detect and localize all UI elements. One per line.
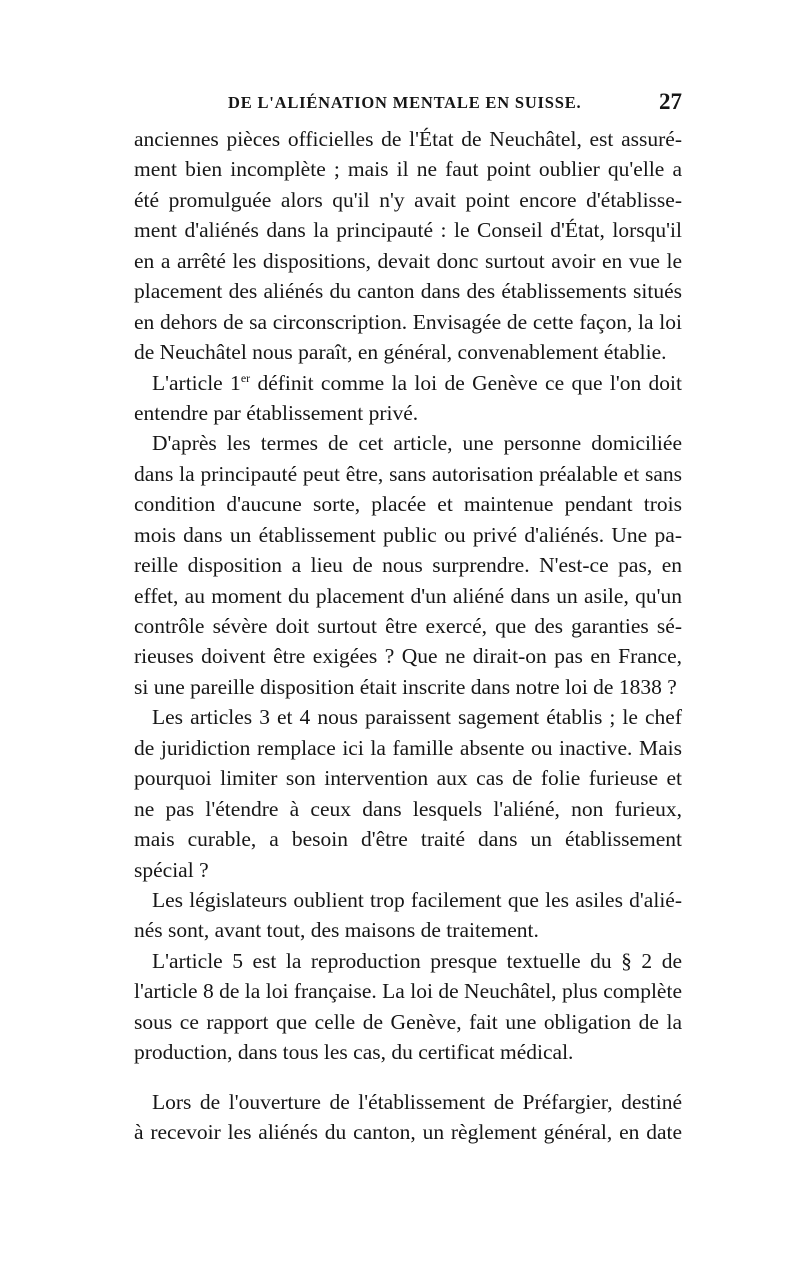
article-rest: définit comme la loi de Genève ce que l'on doit [250, 370, 682, 395]
text-line: contrôle sévère doit surtout être exercé, que des garanties sé- [134, 614, 682, 638]
text-line: en a arrêté les dispositions, devait donc surtout avoir en vue le [134, 248, 682, 273]
ordinal-superscript: er [240, 370, 251, 385]
running-head [134, 89, 682, 121]
text-line: dans la principauté peut être, sans autorisation préalable et sans [134, 461, 682, 486]
text-line: si une pareille disposition était inscrite dans notre loi de 1838 ? [134, 674, 677, 699]
text-line: ment bien incomplète ; mais il ne faut point oublier qu'elle a [134, 157, 682, 182]
text-line: Lors de l'ouverture de l'établissement de Préfargier, destiné [152, 1089, 682, 1114]
text-line: rieuses doivent être exigées ? Que ne dirait-on pas en France, [134, 644, 682, 669]
text-line: en dehors de sa circonscription. Envisagée de cette façon, la loi [134, 309, 682, 334]
text-line: nés sont, avant tout, des maisons de traitement. [134, 918, 539, 943]
text-line: de Neuchâtel nous paraît, en général, convenablement établie. [134, 340, 667, 365]
text-line: à recevoir les aliénés du canton, un règlement général, en date [134, 1120, 682, 1144]
text-line: effet, au moment du placement d'un aliéné dans un asile, qu'un [134, 583, 682, 608]
article-start: L'article 1 [152, 370, 241, 395]
text-line: production, dans tous les cas, du certificat médical. [134, 1040, 574, 1065]
text-line: de juridiction remplace ici la famille absente ou inactive. Mais [134, 735, 682, 760]
text-line: Les articles 3 et 4 nous paraissent sagement établis ; le chef [152, 705, 682, 730]
text-line: L'article 5 est la reproduction presque textuelle du § 2 de [152, 948, 682, 973]
page-number: 27 [659, 89, 682, 114]
text-line: été promulguée alors qu'il n'y avait point encore d'établisse- [134, 187, 682, 212]
text-line: mais curable, a besoin d'être traité dans un établissement [134, 827, 682, 852]
text-line: sous ce rapport que celle de Genève, fait une obligation de la [134, 1009, 682, 1034]
text-line: anciennes pièces officielles de l'État de Neuchâtel, est assuré- [134, 127, 682, 151]
text-line: ne pas l'étendre à ceux dans lesquels l'aliéné, non furieux, [134, 796, 682, 821]
text-line: placement des aliénés du canton dans des établissements situés [134, 279, 682, 304]
text-line-article-1 [134, 368, 682, 398]
text-line: reille disposition a lieu de nous surprendre. N'est-ce pas, en [134, 553, 682, 578]
text-line: l'article 8 de la loi française. La loi de Neuchâtel, plus complète [134, 979, 682, 1004]
text-line: condition d'aucune sorte, placée et maintenue pendant trois [134, 492, 682, 517]
text-line: spécial ? [134, 857, 209, 882]
text-line: mois dans un établissement public ou privé d'aliénés. Une pa- [134, 522, 682, 547]
body-text [134, 124, 682, 1147]
text-line: D'après les termes de cet article, une personne domiciliée [152, 431, 682, 456]
text-line: Les législateurs oublient trop facilement que les asiles d'alié- [152, 887, 682, 912]
running-title: DE L'ALIÉNATION MENTALE EN SUISSE. [228, 93, 582, 112]
text-line: pourquoi limiter son intervention aux cas de folie furieuse et [134, 766, 682, 791]
text-line: entendre par établissement privé. [134, 400, 419, 425]
text-line: ment d'aliénés dans la principauté : le Conseil d'État, lorsqu'il [134, 218, 682, 243]
